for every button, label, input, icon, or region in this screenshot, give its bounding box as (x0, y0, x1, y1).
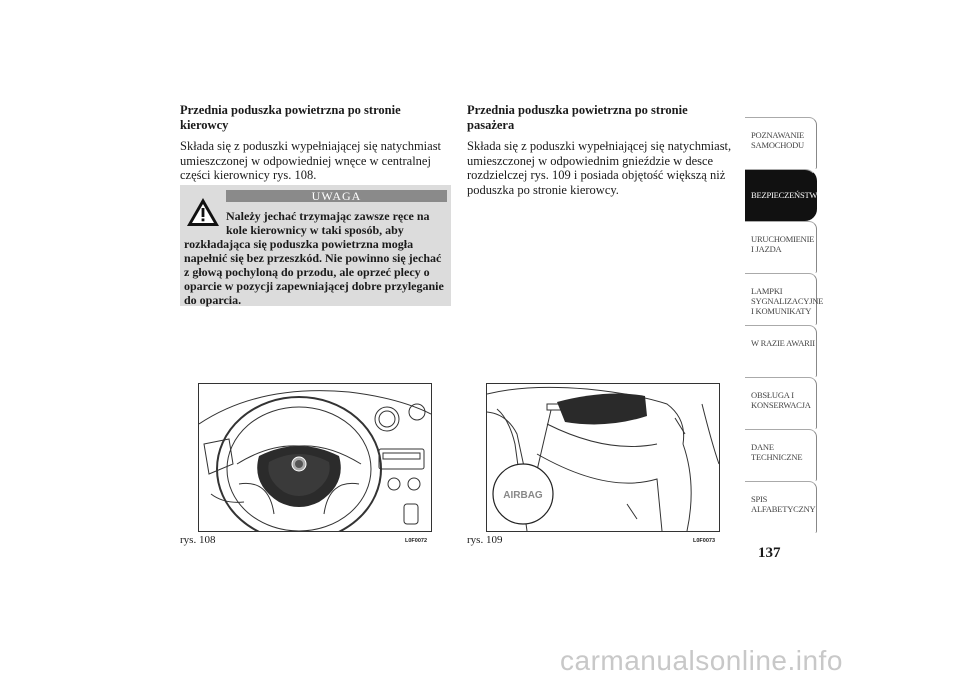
passenger-airbag-paragraph: Składa się z poduszki wypełniającej się natychmiast, umieszczonej w odpowiednim gnieździe w desce rozdzielczej rys. 109 i posiada objętość większą niż poduszka po stronie kierowcy. (467, 139, 732, 197)
airbag-label: AIRBAG (503, 490, 543, 501)
steering-wheel-illustration (199, 384, 431, 531)
tab-obsluga-i-konserwacja[interactable]: OBSŁUGA I KONSERWACJA (745, 377, 817, 429)
figure-109-code: L0F0073 (693, 538, 716, 544)
tab-dane-techniczne[interactable]: DANE TECHNICZNE (745, 429, 817, 481)
page-number: 137 (758, 545, 781, 561)
tab-uruchomienie-i-jazda[interactable]: URUCHOMIENIE I JAZDA (745, 221, 817, 273)
driver-airbag-section (180, 103, 450, 183)
passenger-airbag-section (467, 103, 732, 197)
warning-box (180, 185, 451, 306)
watermark: carmanualsonline.info (560, 645, 843, 676)
tab-bezpieczenstwo[interactable]: BEZPIECZEŃSTWO (745, 169, 817, 221)
driver-airbag-heading: Przednia poduszka powietrzna po stronie kierowcy (180, 103, 401, 132)
tab-poznawanie-samochodu[interactable]: POZNAWANIE SAMOCHODU (745, 117, 817, 169)
figure-passenger-airbag (486, 383, 720, 532)
figure-108-caption: rys. 108 (180, 534, 216, 546)
warning-title: UWAGA (226, 190, 447, 202)
figure-steering-wheel (198, 383, 432, 532)
figure-109-caption: rys. 109 (467, 534, 503, 546)
figure-108-code: L0F0072 (405, 538, 428, 544)
warning-text-rest: rozkładająca się poduszka powietrzna mogła napełnić się bez przeszkód. Nie powinno się jechać z głową pochyloną do przodu, ale oprzeć plecy o oparcie w pozycji zapewniającej dobre przyleganie do oparcia. (184, 237, 444, 307)
dashboard-illustration (487, 384, 719, 531)
tab-w-razie-awarii[interactable]: W RAZIE AWARII (745, 325, 817, 377)
chapter-tabs (745, 117, 824, 533)
tab-spis-alfabetyczny[interactable]: SPIS ALFABETYCZNY (745, 481, 817, 533)
driver-airbag-paragraph: Składa się z poduszki wypełniającej się natychmiast umieszczonej w odpowiedniej wnęce w centralnej części kierownicy rys. 108. (180, 139, 442, 182)
warning-text-indent: Należy jechać trzymając zawsze ręce na kole kierownicy w taki sposób, aby (226, 209, 430, 237)
tab-lampki-sygnalizacyjne[interactable]: LAMPKI SYGNALIZACYJNE I KOMUNIKATY (745, 273, 817, 325)
passenger-airbag-heading: Przednia poduszka powietrzna po stronie pasażera (467, 103, 688, 132)
warning-text (184, 209, 448, 307)
